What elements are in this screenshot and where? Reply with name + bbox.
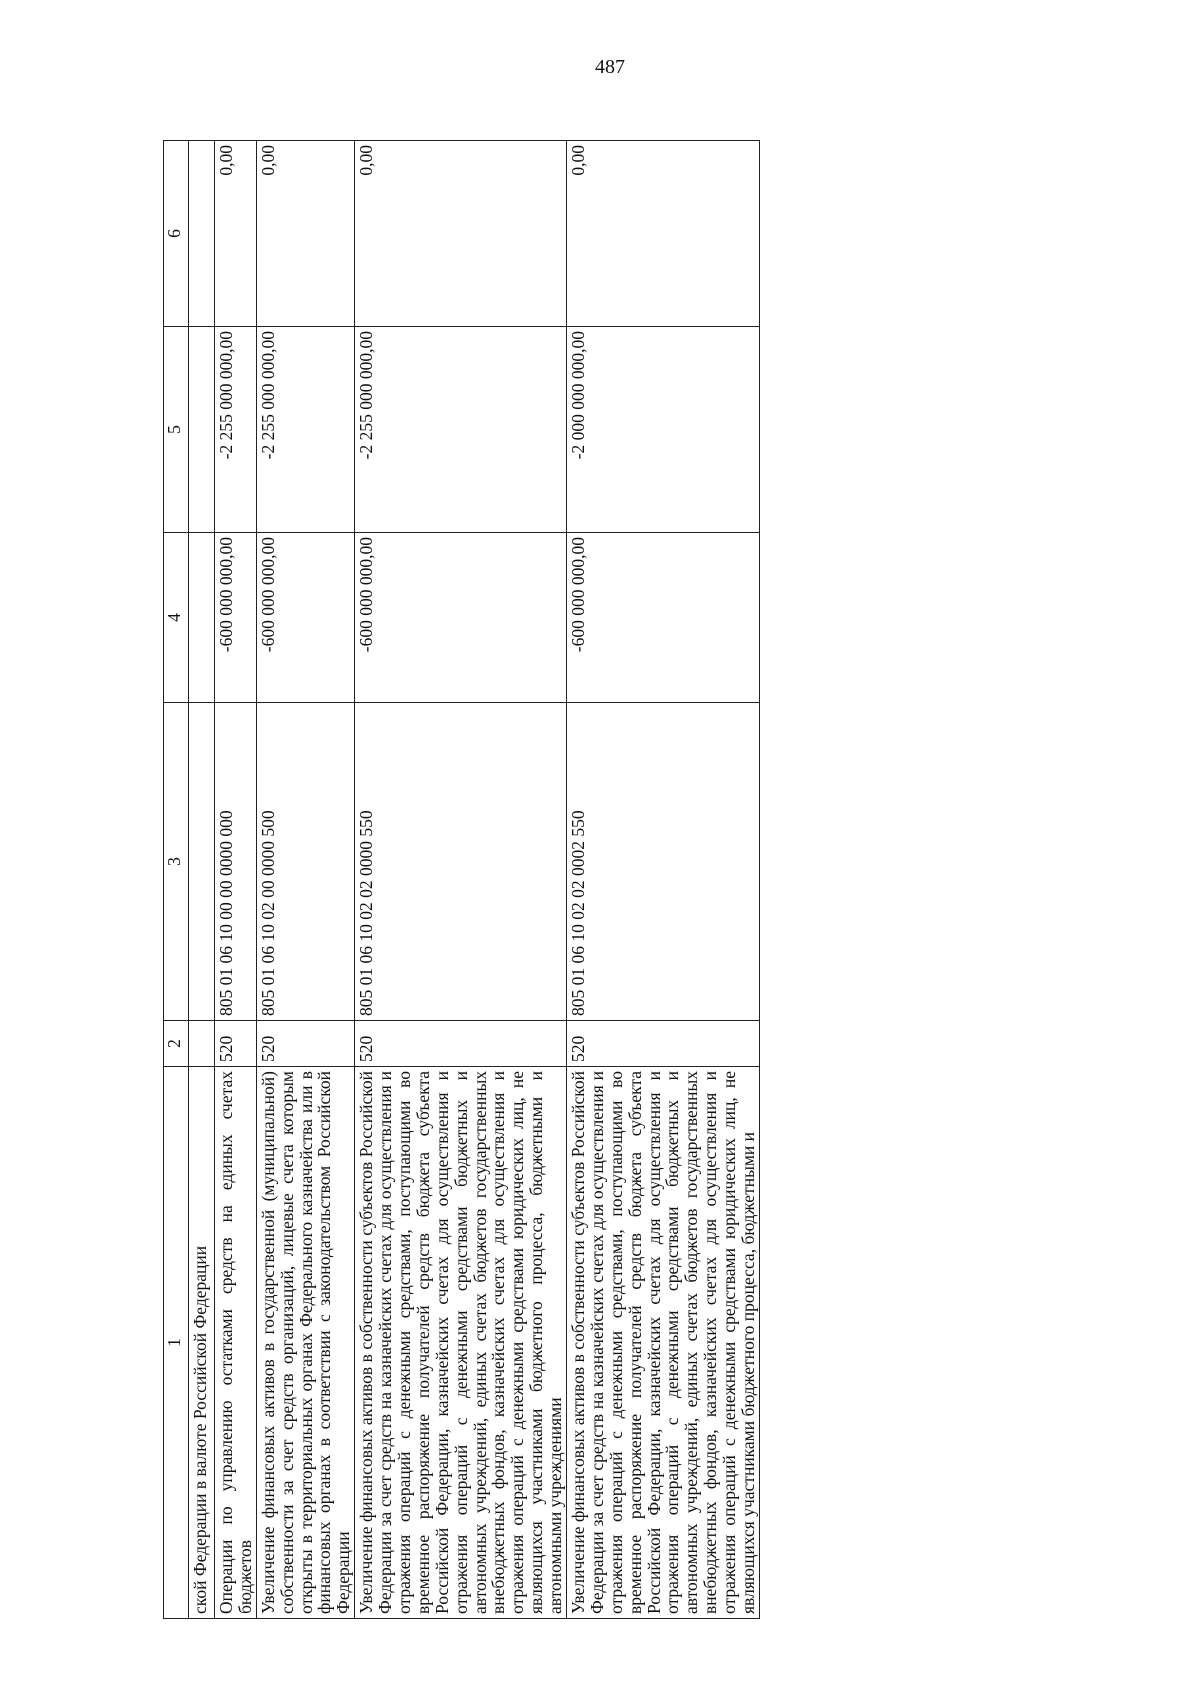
page-number: 487: [595, 56, 625, 78]
row-value-col-4: -600 000 000,00: [256, 533, 354, 703]
row-value-col-4: -600 000 000,00: [567, 533, 760, 703]
row-admin-code: 520: [567, 1021, 760, 1067]
row-classification-code: 805 01 06 10 02 02 0000 550: [355, 703, 567, 1021]
row-classification-code: 805 01 06 10 02 02 0002 550: [567, 703, 760, 1021]
row-value-col-4: -600 000 000,00: [355, 533, 567, 703]
row-classification-code: 805 01 06 10 00 00 0000 000: [215, 703, 257, 1021]
empty-cell: [189, 141, 215, 327]
header-col-4: 4: [164, 533, 189, 703]
row-value-col-6: 0,00: [355, 141, 567, 327]
table-row-continuation: [189, 141, 215, 1619]
row-admin-code: 520: [256, 1021, 354, 1067]
row-description: Увеличение финансовых активов в собственности субъектов Российской Федерации за счет средств на казначейских счетах для осуществления и отражения операций с денежными средствами, поступающими во временное распоряжение получателей средств бюджета субъекта Российской Федерации, казначейских счетах для осуществления и отражения операций с денежными средствами бюджетных и автономных учреждений, единых счетах бюджетов государственных внебюджетных фондов, казначейских счетах для осуществления и отражения операций с денежными средствами юридических лиц, не являющихся участниками бюджетного процесса, бюджетными и автономными учреждениями: [355, 1067, 567, 1619]
empty-cell: [189, 703, 215, 1021]
row-value-col-6: 0,00: [215, 141, 257, 327]
table-row: [567, 141, 760, 1619]
empty-cell: [189, 533, 215, 703]
column-number-row: [164, 141, 189, 1619]
row-value-col-5: -2 255 000 000,00: [355, 327, 567, 533]
empty-cell: [189, 327, 215, 533]
budget-sources-table: [163, 140, 760, 1619]
continuation-text: ской Федерации в валюте Российской Федерации: [189, 1067, 215, 1619]
row-value-col-5: -2 255 000 000,00: [215, 327, 257, 533]
row-description: Увеличение финансовых активов в собственности субъектов Российской Федерации за счет средств на казначейских счетах для осуществления и отражения операций с денежными средствами, поступающими во временное распоряжение получателей средств бюджета субъекта Российской Федерации, казначейских счетах для осуществления и отражения операций с денежными средствами бюджетных и автономных учреждений, единых счетах бюджетов государственных внебюджетных фондов, казначейских счетах для осуществления и отражения операций с денежными средствами юридических лиц, не являющихся участниками бюджетного процесса, бюджетными и: [567, 1067, 760, 1619]
table-row: [355, 141, 567, 1619]
header-col-3: 3: [164, 703, 189, 1021]
row-value-col-5: -2 000 000 000,00: [567, 327, 760, 533]
table-row: [215, 141, 257, 1619]
row-classification-code: 805 01 06 10 02 00 0000 500: [256, 703, 354, 1021]
row-admin-code: 520: [355, 1021, 567, 1067]
rotated-table-frame: [163, 141, 1200, 1619]
header-col-1: 1: [164, 1067, 189, 1619]
table-row: [256, 141, 354, 1619]
header-col-6: 6: [164, 141, 189, 327]
row-description: Увеличение финансовых активов в государственной (муниципальной) собственности за счет средств организаций, лицевые счета которым открыты в территориальных органах Федерального казначейства или в финансовых органах в соответствии с законодательством Российской Федерации: [256, 1067, 354, 1619]
row-admin-code: 520: [215, 1021, 257, 1067]
row-value-col-6: 0,00: [567, 141, 760, 327]
row-description: Операции по управлению остатками средств на единых счетах бюджетов: [215, 1067, 257, 1619]
row-value-col-4: -600 000 000,00: [215, 533, 257, 703]
header-col-5: 5: [164, 327, 189, 533]
row-value-col-5: -2 255 000 000,00: [256, 327, 354, 533]
empty-cell: [189, 1021, 215, 1067]
row-value-col-6: 0,00: [256, 141, 354, 327]
header-col-2: 2: [164, 1021, 189, 1067]
